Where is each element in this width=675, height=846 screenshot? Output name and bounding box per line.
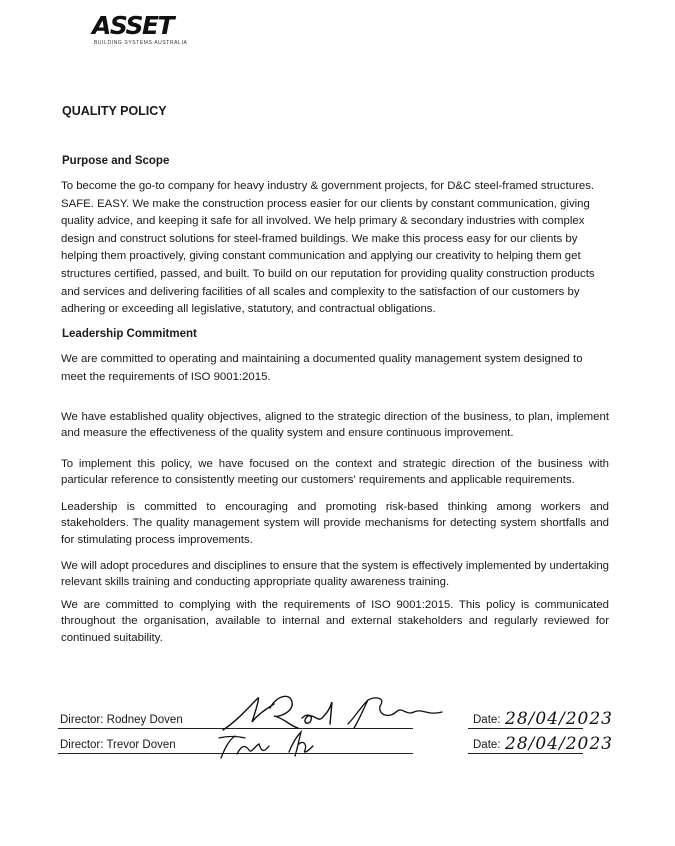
handwritten-date: 28/04/2023: [505, 734, 613, 754]
leadership-heading: Leadership Commitment: [62, 328, 197, 340]
date-label: Date:: [473, 739, 501, 751]
purpose-paragraph: To become the go-to company for heavy industry & government projects, for D&C steel-framed structures. SAFE. EASY. We make the construction process easier for our clients by constant communication, giving quality advice, and keeping it safe for all involved. We help primary & secondary industries with complex design and construct solutions for steel-framed buildings. We make this process easy for our clients by helping them proactively, giving constant communication and applying our creativity to helping them get structures certified, passed, and built. To build on our reputation for providing quality construction products and services and delivering facilities of all scales and complexity to the satisfaction of our customers by adhering or exceeding all legislative, statutory, and contractual obligations.: [61, 180, 595, 316]
logo-wordmark: ASSET: [92, 11, 174, 40]
leadership-paragraph-1: We are committed to operating and maintaining a documented quality management system designed to meet the requirements of ISO 9001:2015.: [61, 353, 583, 383]
leadership-paragraph-4: Leadership is committed to encouraging and promoting risk-based thinking among workers and stakeholders. The quality management system will provide mechanisms for detecting system shortfalls and for stimulating process improvements.: [61, 501, 609, 546]
signature-trevor-doven: [215, 728, 335, 762]
leadership-paragraph-3: To implement this policy, we have focused on the context and strategic direction of the business with particular reference to consistently meeting our customers' requirements and applicable requirements.: [61, 458, 609, 487]
logo-tagline: BUILDING SYSTEMS AUSTRALIA: [94, 40, 188, 46]
signatory-label: Director: Rodney Doven: [60, 714, 183, 726]
leadership-paragraph-6: We are committed to complying with the requirements of ISO 9001:2015. This policy is communicated throughout the organisation, available to internal and external stakeholders and regularly reviewed for continued suitability.: [61, 599, 609, 644]
purpose-heading: Purpose and Scope: [62, 155, 170, 167]
signatory-label: Director: Trevor Doven: [60, 739, 176, 751]
date-label: Date:: [473, 714, 501, 726]
leadership-paragraph-5: We will adopt procedures and disciplines to ensure that the system is effectively implemented by undertaking relevant skills training and conducting appropriate quality awareness training.: [61, 560, 609, 589]
company-logo: [92, 12, 192, 50]
handwritten-date: 28/04/2023: [505, 709, 613, 729]
leadership-paragraph-2: We have established quality objectives, aligned to the strategic direction of the business, to plan, implement and measure the effectiveness of the quality system and ensure continuous improvement.: [61, 411, 609, 440]
document-title: QUALITY POLICY: [62, 104, 167, 118]
